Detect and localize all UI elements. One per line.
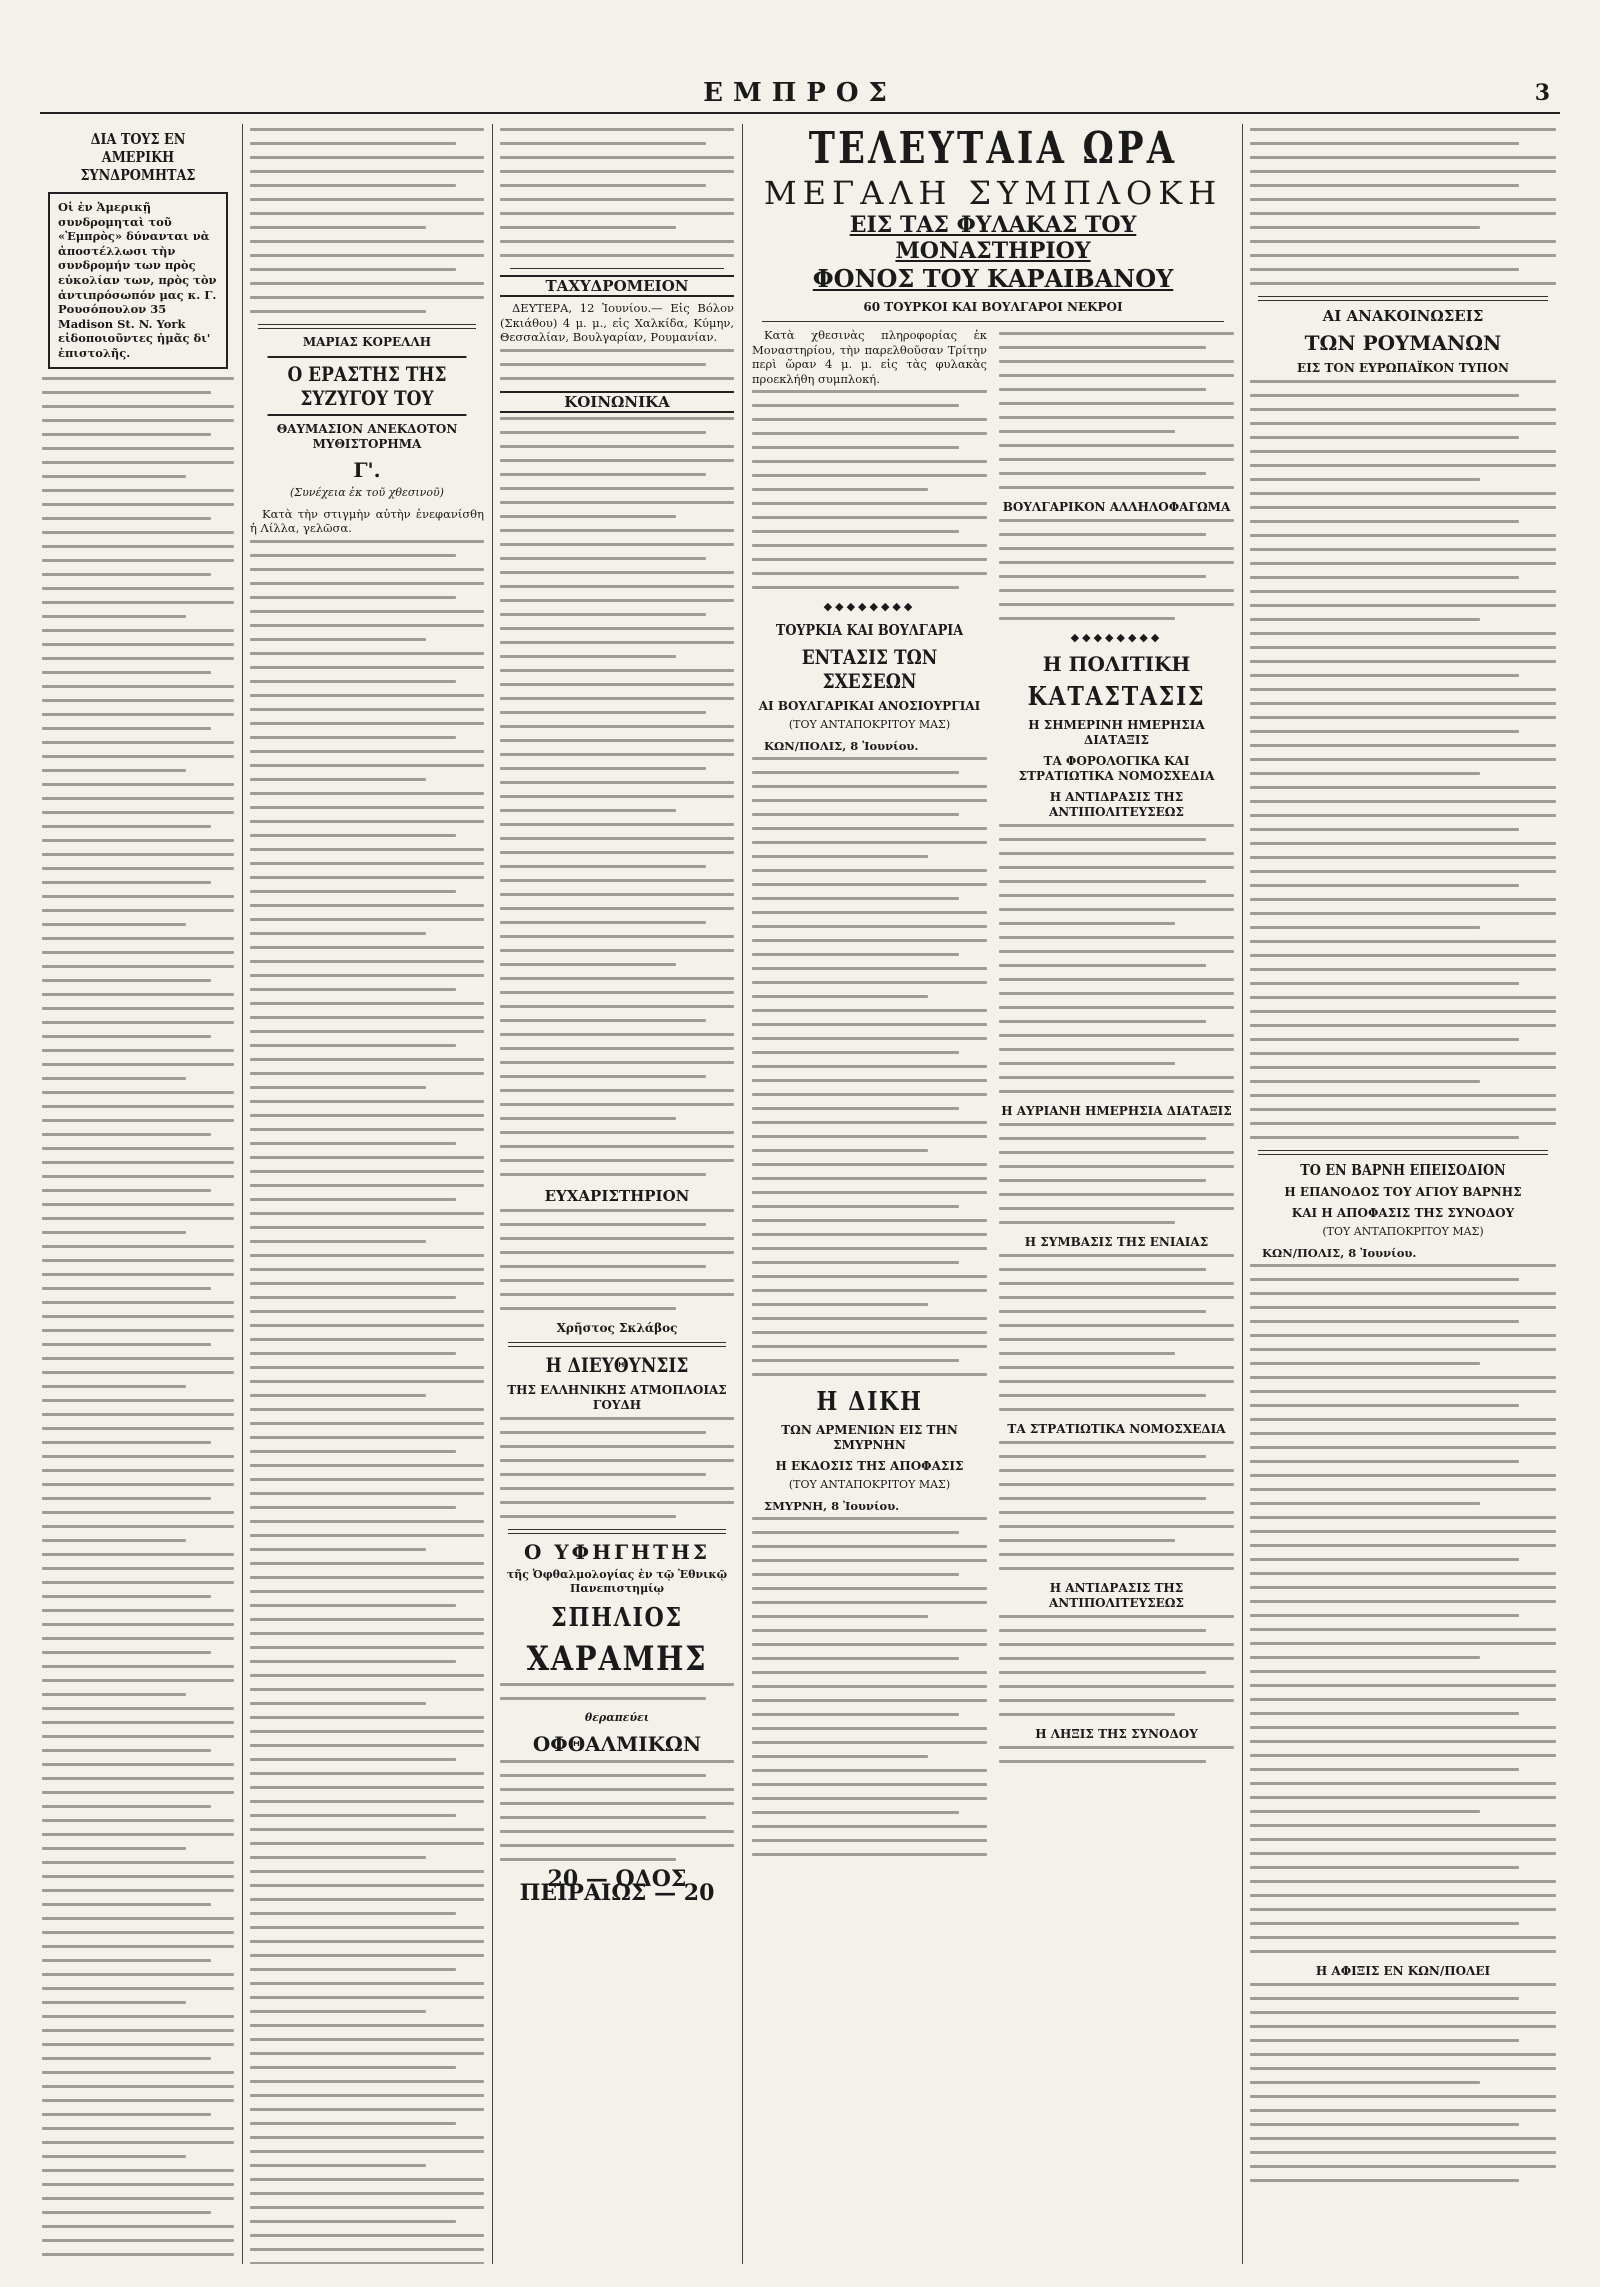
column-rule bbox=[492, 124, 493, 2264]
article-body bbox=[1250, 1983, 1556, 2182]
headline-murder: ΦΟΝΟΣ ΤΟΥ ΚΑΡΑΙΒΑΝΟΥ bbox=[812, 264, 1174, 293]
subscribers-notice: Οἱ ἐν Ἀμερικῇ συνδρομηταὶ τοῦ «Ἐμπρὸς» δύνανται νὰ ἀποστέλλωσι τὴν συνδρομήν των πρὸς εὐκολίαν των, πρὸς τὸν ἀντιπρόσωπόν μας κ. Γ. Ρουσόπουλον 35 Madison St. N. York εἰδοποιοῦντες ἡμᾶς δι' ἐπιστολῆς. bbox=[48, 192, 228, 369]
novel-subtitle: ΘΑΥΜΑΣΙΟΝ ΑΝΕΚΔΟΤΟΝ ΜΥΘΙΣΤΟΡΗΜΑ bbox=[276, 422, 458, 451]
section-divider bbox=[508, 1529, 726, 1534]
ad-title: Ο ΥΦΗΓΗΤΗΣ bbox=[524, 1539, 710, 1564]
correspondent-note: (ΤΟΥ ΑΝΤΑΠΟΚΡΙΤΟΥ ΜΑΣ) bbox=[1322, 1225, 1484, 1238]
ad-eye: ΟΦΘΑΛΜΙΚΩΝ bbox=[532, 1731, 702, 1756]
tax-bills-header: ΤΑ ΦΟΡΟΛΟΓΙΚΑ ΚΑΙ ΣΤΡΑΤΙΩΤΙΚΑ ΝΟΜΟΣΧΕΔΙΑ bbox=[1018, 753, 1215, 783]
opposition-header: Η ΑΝΤΙΔΡΑΣΙΣ ΤΗΣ ΑΝΤΙΠΟΛΙΤΕΥΣΕΩΣ bbox=[1049, 789, 1184, 819]
article-body bbox=[500, 417, 734, 1176]
bulg-crimes-header: ΑΙ ΒΟΥΛΓΑΡΙΚΑΙ ΑΝΟΣΙΟΥΡΓΙΑΙ bbox=[758, 698, 981, 713]
chapter-number: Γ'. bbox=[353, 458, 381, 482]
headline-sub: ΕΙΣ ΤΑΣ ΦΥΛΑΚΑΣ ΤΟΥ ΜΟΝΑΣΤΗΡΙΟΥ bbox=[849, 212, 1137, 264]
doctor-first-name: ΣΠΗΛΙΟΣ bbox=[551, 1602, 683, 1633]
article-body bbox=[500, 128, 734, 257]
novel-title: Ο ΕΡΑΣΤΗΣ ΤΗΣ ΣΥΖΥΓΟΥ ΤΟΥ bbox=[268, 356, 467, 416]
column-1 bbox=[42, 124, 234, 2264]
opening-paragraph: Κατὰ τὴν στιγμὴν αὐτὴν ἐνεφανίσθη ἡ Λίλλα, γελῶσα. bbox=[250, 506, 484, 536]
section-divider bbox=[762, 321, 1224, 322]
military-bills-header: ΤΑ ΣΤΡΑΤΙΩΤΙΚΑ ΝΟΜΟΣΧΕΔΙΑ bbox=[1007, 1421, 1226, 1436]
subscribers-title: ΔΙΑ ΤΟΥΣ ΕΝ ΑΜΕΡΙΚΗ ΣΥΝΔΡΟΜΗΤΑΣ bbox=[80, 130, 196, 184]
bulg-cannibal-header: ΒΟΥΛΓΑΡΙΚΟΝ ΑΛΛΗΛΟΦΑΓΩΜΑ bbox=[1002, 500, 1231, 514]
article-body bbox=[999, 1254, 1234, 1411]
column-6 bbox=[1250, 124, 1556, 2264]
article-body bbox=[999, 1441, 1234, 1570]
arrival-header: Η ΑΦΙΞΙΣ ΕΝ ΚΩΝ/ΠΟΛΕΙ bbox=[1315, 1964, 1491, 1979]
article-body bbox=[999, 1615, 1234, 1716]
synod-header: ΚΑΙ Η ΑΠΟΦΑΣΙΣ ΤΗΣ ΣΥΝΟΔΟΥ bbox=[1291, 1206, 1515, 1220]
article-body bbox=[250, 540, 484, 2264]
article-body bbox=[999, 332, 1234, 489]
article-body bbox=[752, 757, 987, 1376]
romanians-header: ΤΩΝ ΡΟΥΜΑΝΩΝ bbox=[1304, 331, 1502, 355]
doctor-last-name: ΧΑΡΑΜΗΣ bbox=[526, 1638, 708, 1679]
opposition-header-2: Η ΑΝΤΙΔΡΑΣΙΣ ΤΗΣ ΑΝΤΙΠΟΛΙΤΕΥΣΕΩΣ bbox=[1049, 1580, 1184, 1610]
union-header: Η ΣΥΜΒΑΣΙΣ ΤΗΣ ΕΝΙΑΙΑΣ bbox=[1024, 1234, 1209, 1249]
two-column-block bbox=[752, 328, 1234, 1867]
school-subheader: ΤΗΣ ΕΛΛΗΝΙΚΗΣ ΑΤΜΟΠΛΟΙΑΣ ΓΟΥΔΗ bbox=[507, 1382, 727, 1412]
headline-major: ΜΕΓΑΛΗ ΣΥΜΠΛΟΚΗ bbox=[763, 174, 1223, 212]
continued-note: (Συνέχεια ἐκ τοῦ χθεσινοῦ) bbox=[290, 486, 444, 499]
political-header: Η ΠΟΛΙΤΙΚΗ bbox=[1042, 651, 1191, 676]
headline-casualties: 60 ΤΟΥΡΚΟΙ ΚΑΙ ΒΟΥΛΓΑΡΟΙ ΝΕΚΡΟΙ bbox=[863, 300, 1123, 314]
article-body bbox=[250, 128, 484, 313]
article-body bbox=[752, 390, 987, 589]
school-header: Η ΔΙΕΥΘΥΝΣΙΣ bbox=[545, 1352, 689, 1377]
article-body bbox=[1250, 380, 1556, 1139]
ornament-divider: ◆◆◆◆◆◆◆◆ bbox=[1070, 631, 1163, 644]
article-body bbox=[500, 1683, 734, 1700]
section-divider bbox=[510, 268, 724, 269]
social-header: ΚΟΙΝΩΝΙΚΑ bbox=[500, 391, 734, 413]
column-2 bbox=[250, 124, 484, 2264]
article-body bbox=[500, 1209, 734, 1310]
press-header: ΕΙΣ ΤΟΝ ΕΥΡΩΠΑΪΚΟΝ ΤΥΠΟΝ bbox=[1297, 361, 1509, 375]
masthead bbox=[40, 78, 1560, 114]
right-subcolumn bbox=[999, 328, 1234, 1867]
thanks-header: ΕΥΧΑΡΙΣΤΗΡΙΟΝ bbox=[544, 1186, 690, 1205]
dateline: ΚΩΝ/ΠΟΛΙΣ, 8 Ἰουνίου. bbox=[764, 738, 919, 753]
article-body bbox=[999, 824, 1234, 1093]
article-body bbox=[999, 519, 1234, 620]
thanks-signature: Χρῆστος Σκλάβος bbox=[556, 1320, 678, 1335]
varnis-header: ΤΟ ΕΝ ΒΑΡΝΗ ΕΠΕΙΣΟΔΙΟΝ bbox=[1300, 1161, 1506, 1179]
article-body bbox=[999, 1123, 1234, 1224]
page-number: 3 bbox=[1534, 80, 1550, 106]
post-text: ΔΕΥΤΕΡΑ, 12 Ἰουνίου.— Εἰς Βόλον (Σκιάθου) 4 μ. μ., εἰς Χαλκίδα, Κύμην, Θεσσαλίαν, Βουλγαρίαν, Ρουμανίαν. bbox=[500, 301, 734, 345]
column-rule bbox=[242, 124, 243, 2264]
verdict-header: Η ΕΚΔΟΣΙΣ ΤΗΣ ΑΠΟΦΑΣΙΣ bbox=[775, 1459, 964, 1474]
session-end-header: Η ΛΗΞΙΣ ΤΗΣ ΣΥΝΟΔΟΥ bbox=[1035, 1726, 1198, 1741]
article-body bbox=[500, 349, 734, 380]
tension-header: ΕΝΤΑΣΙΣ ΤΩΝ ΣΧΕΣΕΩΝ bbox=[801, 644, 938, 693]
post-header: ΤΑΧΥΔΡΟΜΕΙΟΝ bbox=[500, 275, 734, 297]
article-body bbox=[500, 1417, 734, 1518]
section-divider bbox=[1258, 1150, 1548, 1155]
column-rule bbox=[1242, 124, 1243, 2264]
section-divider bbox=[258, 324, 476, 329]
turk-bulg-header: ΤΟΥΡΚΙΑ ΚΑΙ ΒΟΥΛΓΑΡΙΑ bbox=[775, 620, 964, 639]
ornament-divider: ◆◆◆◆◆◆◆◆ bbox=[823, 600, 916, 614]
section-divider bbox=[508, 1342, 726, 1347]
column-rule bbox=[742, 124, 743, 2264]
trial-header: Η ΔΙΚΗ bbox=[816, 1387, 923, 1418]
article-body bbox=[1250, 1264, 1556, 1953]
daily-order-header: Η ΣΗΜΕΡΙΝΗ ΗΜΕΡΗΣΙΑ ΔΙΑΤΑΞΙΣ bbox=[1028, 717, 1205, 747]
left-subcolumn bbox=[752, 328, 987, 1867]
trial-subheader: ΤΩΝ ΑΡΜΕΝΙΩΝ ΕΙΣ ΤΗΝ ΣΜΥΡΝΗΝ bbox=[781, 1423, 958, 1453]
dateline: ΚΩΝ/ΠΟΛΙΣ, 8 Ἰουνίου. bbox=[1262, 1245, 1417, 1260]
ad-subtitle: τῆς Ὀφθαλμολογίας ἐν τῷ Ἐθνικῷ Πανεπιστημίῳ bbox=[506, 1567, 728, 1596]
article-body bbox=[752, 1517, 987, 1856]
columns-4-5 bbox=[752, 124, 1234, 2264]
column-3 bbox=[500, 124, 734, 2264]
varnis-subheader: Η ΕΠΑΝΟΔΟΣ ΤΟΥ ΑΓΙΟΥ ΒΑΡΝΗΣ bbox=[1284, 1185, 1522, 1199]
paper-name: ΕΜΠΡΟΣ bbox=[703, 78, 897, 108]
banner-headline: ΤΕΛΕΥΤΑΙΑ ΩΡΑ bbox=[808, 124, 1178, 174]
article-body bbox=[500, 1760, 734, 1861]
article-body bbox=[999, 1746, 1234, 1763]
situation-header: ΚΑΤΑΣΤΑΣΙΣ bbox=[1027, 681, 1206, 712]
lead-paragraph: Κατὰ χθεσινὰς πληροφορίας ἐκ Μοναστηρίου, τὴν παρελθοῦσαν Τρίτην περὶ ὥραν 4 μ. μ. εἰς τὰς φυλακὰς προεκλήθη συμπλοκή. bbox=[752, 328, 987, 386]
article-body bbox=[1250, 128, 1556, 285]
smyrna-dateline: ΣΜΥΡΝΗ, 8 Ἰουνίου. bbox=[764, 1498, 900, 1513]
correspondent-note: (ΤΟΥ ΑΝΤΑΠΟΚΡΙΤΟΥ ΜΑΣ) bbox=[788, 717, 951, 731]
section-divider bbox=[1258, 296, 1548, 301]
ad-cure: θεραπεύει bbox=[584, 1710, 650, 1724]
ad-address: 20 — ΟΔΟΣ ΠΕΙΡΑΙΩΣ — 20 bbox=[519, 1865, 715, 1907]
feuilleton-author: ΜΑΡΙΑΣ ΚΟΡΕΛΛΗ bbox=[302, 335, 432, 349]
announcements-header: ΑΙ ΑΝΑΚΟΙΝΩΣΕΙΣ bbox=[1322, 307, 1484, 325]
article-body bbox=[42, 377, 234, 2264]
correspondent-note-2: (ΤΟΥ ΑΝΤΑΠΟΚΡΙΤΟΥ ΜΑΣ) bbox=[788, 1478, 951, 1492]
tomorrow-header: Η ΑΥΡΙΑΝΗ ΗΜΕΡΗΣΙΑ ΔΙΑΤΑΞΙΣ bbox=[1001, 1103, 1232, 1118]
